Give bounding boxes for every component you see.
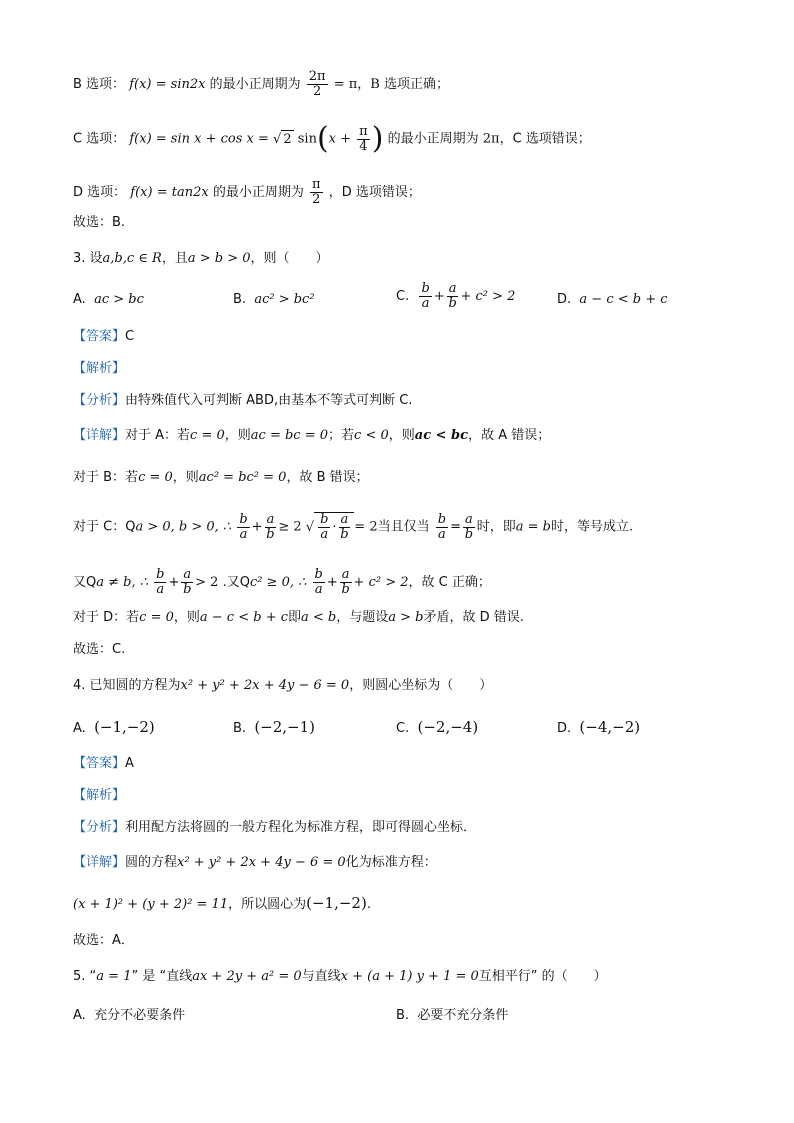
q2-d-after: ，D 选项错误； (328, 185, 421, 200)
q2-d-func: f(x) = tan2x (130, 185, 209, 200)
q2-b-prefix: B 选项： (73, 77, 126, 92)
q5-stem: 5. “a = 1” 是 “直线ax + 2y + a² = 0与直线x + (a + 1) y + 1 = 0互相平行” 的（ ） (73, 969, 607, 984)
q3-option-c: C. $\frac{b}{a}$ + $\frac{a}{b}$ + c² > 2 (396, 281, 516, 311)
q2-c-sin: sin (297, 131, 317, 147)
q3-detail-c: 对于 C：Qa > 0, b > 0, ∴ $\frac{b}{a}$ + $\frac{a}{b}$ ≥ 2 √ $\frac{b}{a}$ · $\frac{a}{b}$ = 2当且仅当 $\frac{b}{a}$ = $\frac{a}{b}$ 时，即a = b时，等号成立. (73, 511, 634, 542)
q2-answer-line: 故选：B. (73, 215, 126, 230)
q2-c-prefix: C 选项： (73, 131, 126, 147)
q5-option-b: B. 必要不充分条件 (396, 1008, 509, 1023)
q2-c-after: ，C 选项错误； (499, 131, 591, 147)
q2-b-fraction: $\frac{2\pi}{2}$ (308, 69, 326, 99)
q4-answer: 【答案】A (73, 756, 134, 771)
q2-b-mid: 的最小正周期为 (209, 77, 301, 92)
q4-answer-line: 故选：A． (73, 933, 134, 948)
q2-d-fraction: $\frac{\pi}{2}$ (312, 177, 321, 207)
q4-option-c: C. (−2,−4) (396, 718, 479, 736)
q4-analysis-heading: 【解析】 (73, 788, 126, 803)
q3-detail-b: 对于 B：若c = 0，则ac² = bc² = 0，故 B 错误； (73, 470, 369, 485)
q2-c-inner: x + (328, 131, 352, 147)
q4-option-b: B. (−2,−1) (233, 718, 316, 736)
q4-stem: 4. 已知圆的方程为x² + y² + 2x + 4y − 6 = 0，则圆心坐标为（ ） (73, 678, 493, 693)
q2-c-sqrt: √ 2 (273, 131, 292, 147)
q2-d-prefix: D 选项： (73, 185, 127, 200)
q3-detail-c2: 又Qa ≠ b, ∴ $\frac{b}{a}$ + $\frac{a}{b}$ > 2 .又Qc² ≥ 0, ∴ $\frac{b}{a}$ + $\frac{a}{b}$ + c² > 2，故 C 正确； (73, 567, 491, 597)
q2-b-func: f(x) = sin2x (129, 77, 206, 92)
q2-c-mid: 的最小正周期为 (387, 131, 479, 147)
q2-c-fraction: $\frac{\pi}{4}$ (359, 123, 368, 154)
q3-analysis-heading: 【解析】 (73, 361, 126, 376)
q4-option-a: A. (−1,−2) (73, 718, 155, 736)
q3-answer: 【答案】C (73, 329, 135, 344)
q2-option-b-line (73, 70, 449, 99)
q2-option-c-line: C 选项： f(x) = sin x + cos x = √ 2 sin(x + $\frac{\pi}{4}$ ) 的最小正周期为 2π，C 选项错误； (73, 121, 591, 156)
q3-stem: 3. 设a,b,c ∈ R，且a > b > 0，则（ ） (73, 251, 329, 266)
q3-option-a: A. ac > bc (73, 292, 144, 307)
q3-option-d: D. a − c < b + c (557, 292, 668, 307)
q3-fenxi: 【分析】由特殊值代入可判断 ABD,由基本不等式可判断 C. (73, 393, 413, 408)
q3-option-b: B. ac² > bc² (233, 292, 315, 307)
q3-detail-a: 【详解】对于 A：若c = 0，则ac = bc = 0；若c < 0，则ac < bc，故 A 错误； (73, 428, 551, 443)
q2-c-func: f(x) = sin x + cos x = (129, 131, 274, 147)
q2-d-mid: 的最小正周期为 (212, 185, 304, 200)
q2-option-d-line (73, 178, 421, 207)
q4-fenxi: 【分析】利用配方法将圆的一般方程化为标准方程，即可得圆心坐标． (73, 820, 477, 835)
q4-detail: 【详解】圆的方程x² + y² + 2x + 4y − 6 = 0化为标准方程： (73, 855, 437, 870)
q2-c-period: 2π (482, 131, 500, 147)
q2-b-after: = π，B 选项正确； (333, 77, 449, 92)
q4-option-d: D. (−4,−2) (557, 718, 641, 736)
q3-detail-d: 对于 D：若c = 0，则a − c < b + c即a < b，与题设a > b矛盾，故 D 错误. (73, 610, 524, 625)
q4-standard-equation: (x + 1)² + (y + 2)² = 11，所以圆心为(−1,−2). (73, 894, 371, 912)
q5-option-a: A. 充分不必要条件 (73, 1008, 186, 1023)
q3-answer-line: 故选：C. (73, 642, 126, 657)
